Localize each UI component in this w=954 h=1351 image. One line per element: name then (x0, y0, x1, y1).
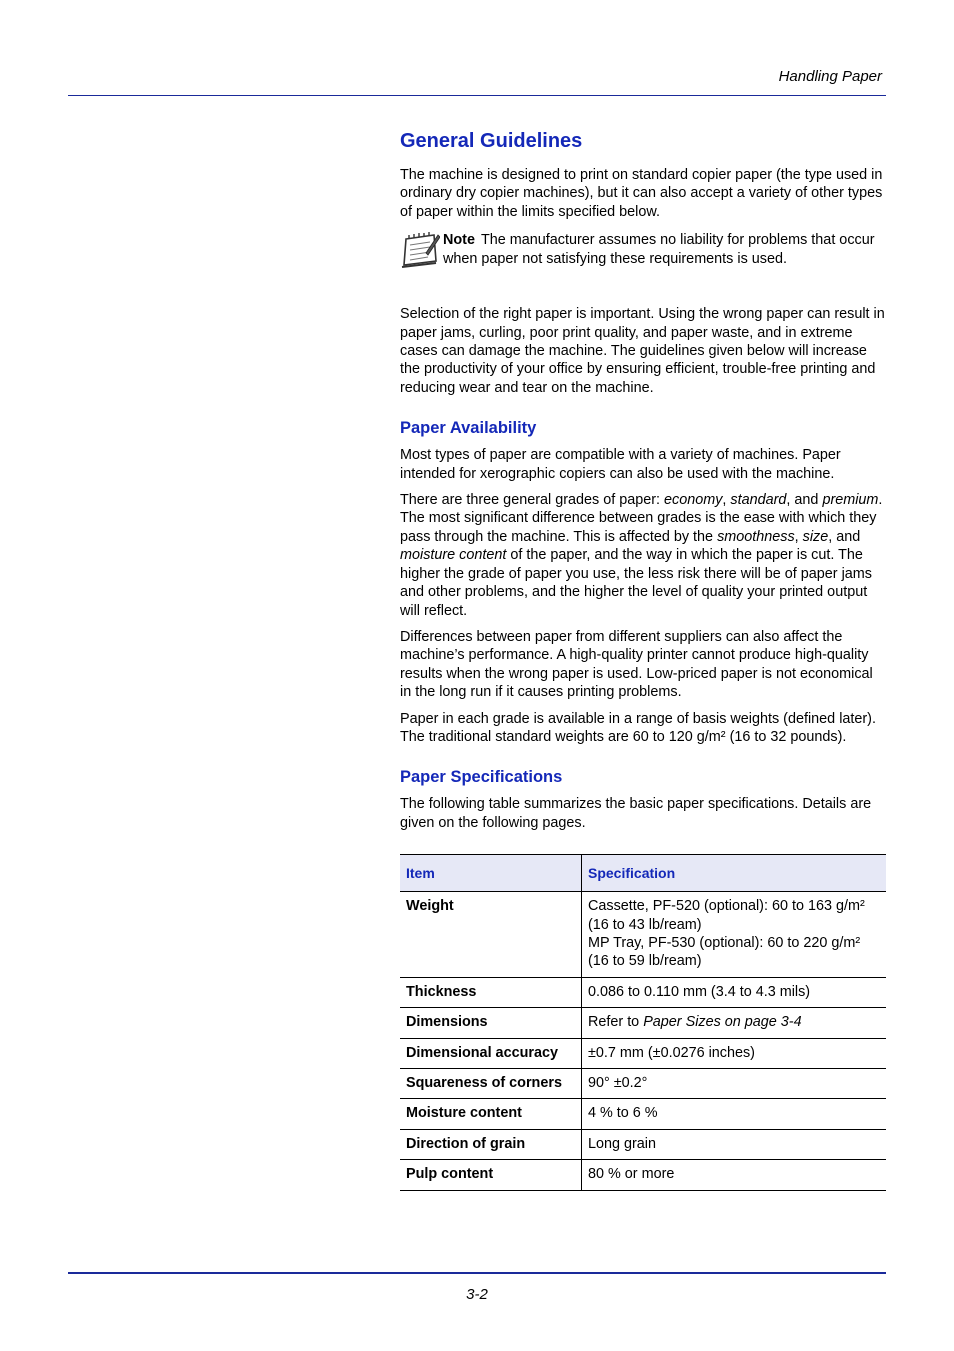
note-text (443, 231, 886, 268)
availability-paragraph-3: Differences between paper from different suppliers can also affect the machine’s performance. A high-quality printer cannot produce high-quality results when the wrong paper is used. Low-priced paper is not economical in the long run if it causes printing problems. (400, 628, 873, 701)
spec-cell: ±0.7 mm (±0.0276 inches) (582, 1038, 887, 1068)
note-pad-icon (400, 231, 440, 269)
availability-paragraph-1: Most types of paper are compatible with a variety of machines. Paper intended for xerographic copiers can also be used with the machine. (400, 447, 841, 482)
column-header-specification: Specification (582, 855, 887, 892)
table-row (400, 1038, 886, 1068)
table-row (400, 1129, 886, 1159)
spec-cell: Long grain (582, 1129, 887, 1159)
page-content (400, 130, 886, 1191)
spec-cell: 4 % to 6 % (582, 1099, 887, 1129)
availability-paragraph-2: There are three general grades of paper: economy, standard, and premium. The most significant difference between grades is the ease with which they pass through the machine. This is affected by the smoothness, size, and moisture content of the paper, and the way in which the paper is cut. The higher the grade of paper you use, the less risk there will be of paper jams and other problems, and the higher the level of quality your printed output will reflect. (400, 492, 883, 619)
paper-specifications-heading: Paper Specifications (400, 768, 563, 787)
footer-rule (68, 1272, 886, 1274)
intro-paragraph: The machine is designed to print on standard copier paper (the type used in ordinary dry copier machines), but it can also accept a variety of other types of paper within the limits specified below. (400, 167, 883, 220)
table-row (400, 1160, 886, 1190)
spec-cell: 90° ±0.2° (582, 1069, 887, 1099)
note-label: Note (443, 232, 475, 249)
spec-cell: Cassette, PF-520 (optional): 60 to 163 g/m² (16 to 43 lb/ream) MP Tray, PF-530 (optional): 60 to 220 g/m² (16 to 59 lb/ream) (582, 892, 887, 978)
header-rule (68, 95, 886, 96)
table-header-row (400, 855, 886, 892)
table-row (400, 1069, 886, 1099)
paper-availability-heading: Paper Availability (400, 419, 537, 438)
item-cell: Pulp content (400, 1160, 582, 1190)
paper-specifications-table (400, 854, 886, 1190)
table-row (400, 977, 886, 1007)
item-cell: Dimensions (400, 1008, 582, 1038)
column-header-item: Item (400, 855, 582, 892)
item-cell: Squareness of corners (400, 1069, 582, 1099)
table-row (400, 892, 886, 978)
spec-cell: 80 % or more (582, 1160, 887, 1190)
item-cell: Dimensional accuracy (400, 1038, 582, 1068)
availability-paragraph-4: Paper in each grade is available in a range of basis weights (defined later). The traditional standard weights are 60 to 120 g/m² (16 to 32 pounds). (400, 710, 876, 745)
item-cell: Direction of grain (400, 1129, 582, 1159)
item-cell: Weight (400, 892, 582, 978)
page-number: 3-2 (466, 1286, 488, 1303)
selection-paragraph: Selection of the right paper is important. Using the wrong paper can result in paper jams, curling, poor print quality, and paper waste, and in extreme cases can damage the machine. The guidelines given below will increase the productivity of your office by ensuring efficient, trouble-free printing and reducing wear and tear on the machine. (400, 306, 885, 396)
note-box (400, 231, 886, 269)
running-header: Handling Paper (778, 68, 882, 85)
item-cell: Moisture content (400, 1099, 582, 1129)
spec-cell: Refer to Paper Sizes on page 3-4 (582, 1008, 887, 1038)
note-body: The manufacturer assumes no liability for problems that occur when paper not satisfying these requirements is used. (443, 232, 875, 267)
table-row (400, 1099, 886, 1129)
table-row (400, 1008, 886, 1038)
item-cell: Thickness (400, 977, 582, 1007)
paper-sizes-cross-reference[interactable]: Paper Sizes on page 3-4 (643, 1014, 802, 1031)
specifications-intro: The following table summarizes the basic paper specifications. Details are given on the following pages. (400, 796, 872, 831)
spec-cell: 0.086 to 0.110 mm (3.4 to 4.3 mils) (582, 977, 887, 1007)
page-title: General Guidelines (400, 130, 583, 152)
